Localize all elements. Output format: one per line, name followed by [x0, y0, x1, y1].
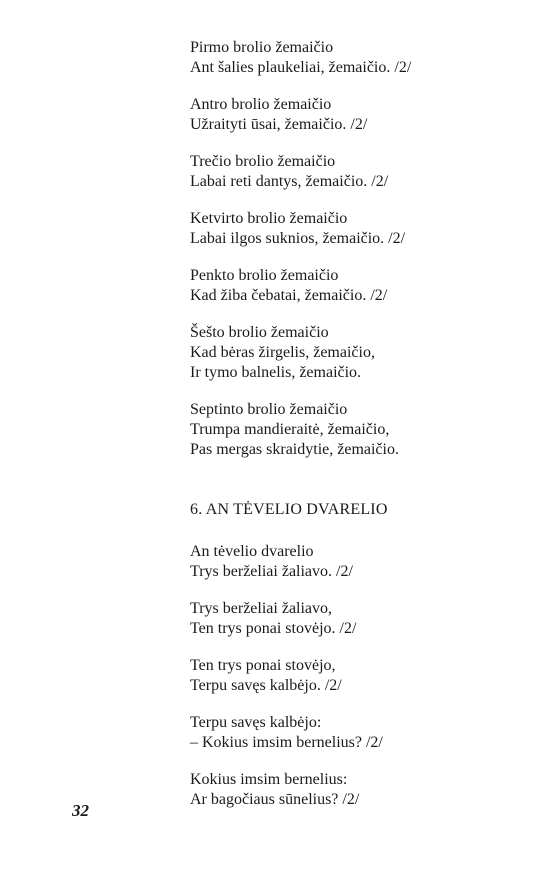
stanza — [190, 713, 520, 753]
verse-line: Kad žiba čebatai, žemaičio. /2/ — [190, 287, 388, 304]
verse-line: Kad bėras žirgelis, žemaičio, — [190, 344, 375, 361]
stanza — [190, 323, 520, 383]
verse-line: Antro brolio žemaičio — [190, 96, 332, 113]
song-title: 6. AN TĖVELIO DVARELIO — [190, 501, 388, 518]
stanza — [190, 770, 520, 810]
stanza — [190, 656, 520, 696]
stanza — [190, 152, 520, 192]
verse-line: Trys berželiai žaliavo, — [190, 600, 333, 617]
verse-line: Šešto brolio žemaičio — [190, 324, 329, 341]
stanza — [190, 209, 520, 249]
verse-line: Ant šalies plaukeliai, žemaičio. /2/ — [190, 59, 412, 76]
verse-line: Trečio brolio žemaičio — [190, 153, 336, 170]
verse-line: Ketvirto brolio žemaičio — [190, 210, 348, 227]
stanza — [190, 599, 520, 639]
verse-line: Ir tymo balnelis, žemaičio. — [190, 364, 362, 381]
verse-line: Ten trys ponai stovėjo. /2/ — [190, 620, 357, 637]
verse-line: Ten trys ponai stovėjo, — [190, 657, 336, 674]
page-number: 32 — [72, 801, 89, 820]
verse-line: Septinto brolio žemaičio — [190, 401, 348, 418]
text-column — [190, 38, 520, 827]
stanza — [190, 266, 520, 306]
verse-line: – Kokius imsim bernelius? /2/ — [190, 734, 383, 751]
verse-line: Ar bagočiaus sūnelius? /2/ — [190, 791, 360, 808]
stanza — [190, 542, 520, 582]
verse-line: Terpu savęs kalbėjo: — [190, 714, 322, 731]
verse-line: Labai reti dantys, žemaičio. /2/ — [190, 173, 389, 190]
stanza — [190, 38, 520, 78]
verse-line: Pas mergas skraidytie, žemaičio. — [190, 441, 399, 458]
stanza — [190, 400, 520, 460]
verse-line: Kokius imsim bernelius: — [190, 771, 348, 788]
stanza — [190, 95, 520, 135]
verse-line: Trys berželiai žaliavo. /2/ — [190, 563, 353, 580]
verse-line: An tėvelio dvarelio — [190, 543, 314, 560]
verse-line: Penkto brolio žemaičio — [190, 267, 339, 284]
verse-line: Trumpa mandieraitė, žemaičio, — [190, 421, 390, 438]
verse-line: Terpu savęs kalbėjo. /2/ — [190, 677, 342, 694]
verse-line: Labai ilgos suknios, žemaičio. /2/ — [190, 230, 406, 247]
verse-line: Pirmo brolio žemaičio — [190, 39, 334, 56]
verse-line: Užraityti ūsai, žemaičio. /2/ — [190, 116, 368, 133]
